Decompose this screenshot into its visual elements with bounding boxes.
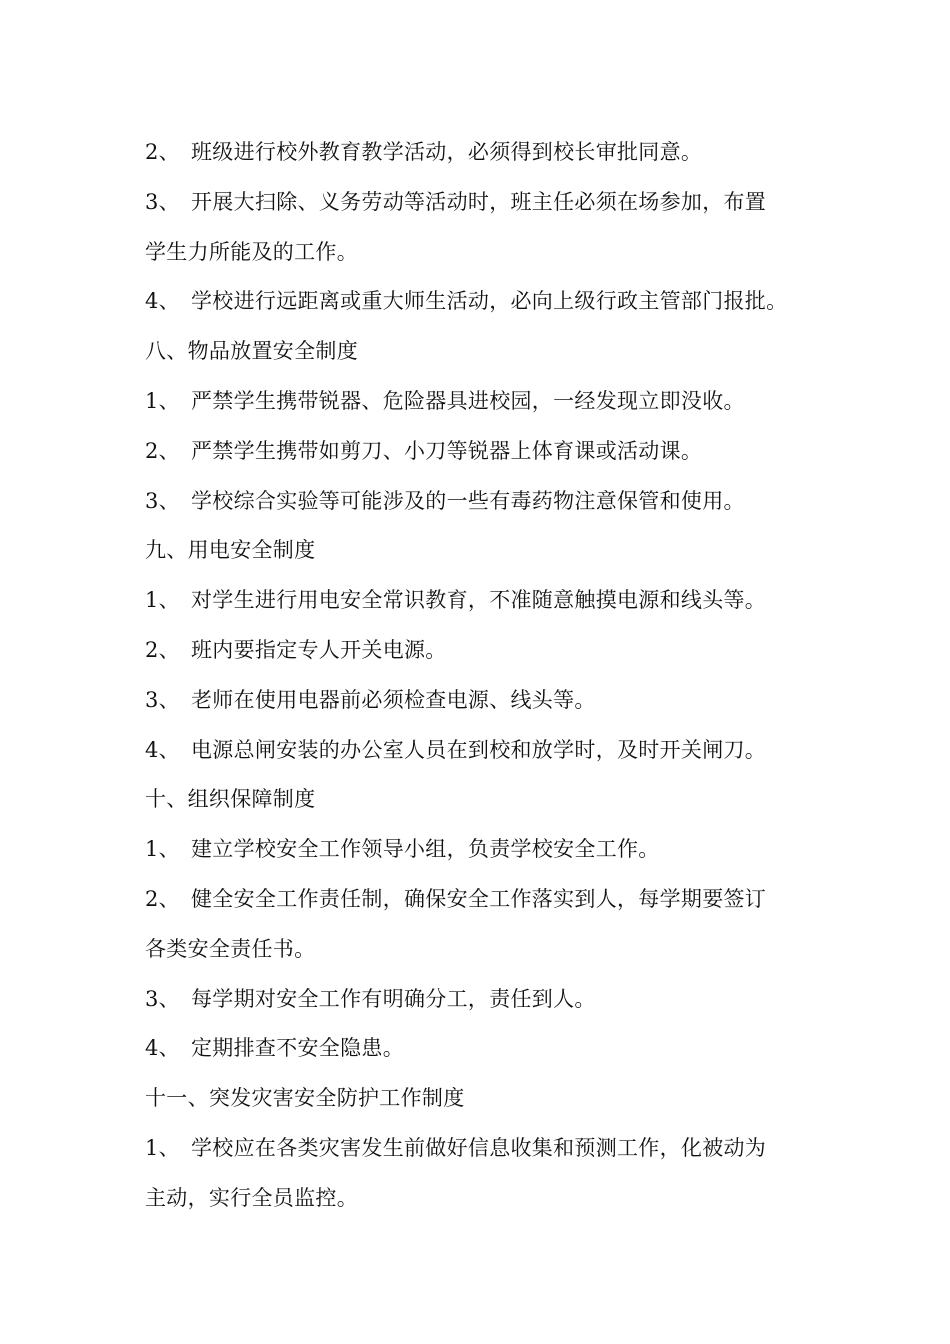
item-text: 开展大扫除、义务劳动等活动时，班主任必须在场参加，布置 <box>191 189 767 214</box>
item-text: 主动，实行全员监控。 <box>145 1185 358 1210</box>
list-item <box>145 1034 825 1062</box>
item-text: 每学期对安全工作有明确分工，责任到人。 <box>191 986 596 1011</box>
item-text: 健全安全工作责任制，确保安全工作落实到人，每学期要签订 <box>191 887 767 911</box>
item-text: 学校应在各类灾害发生前做好信息收集和预测工作，化被动为 <box>191 1136 767 1160</box>
item-number: 4、 <box>145 737 180 762</box>
list-item <box>145 686 825 714</box>
list-item <box>145 636 825 664</box>
list-item-continuation <box>145 238 825 266</box>
item-number: 3、 <box>145 488 180 513</box>
item-number: 2、 <box>145 140 180 164</box>
item-text: 学生力所能及的工作。 <box>145 239 358 264</box>
item-text: 严禁学生携带锐器、危险器具进校园，一经发现立即没收。 <box>191 389 745 413</box>
item-number: 3、 <box>145 189 180 214</box>
item-text: 班内要指定专人开关电源。 <box>191 638 447 662</box>
list-item <box>145 835 825 863</box>
list-item <box>145 1134 825 1162</box>
list-item <box>145 188 825 216</box>
item-text: 定期排查不安全隐患。 <box>191 1036 404 1061</box>
item-number: 2、 <box>145 438 180 463</box>
section-heading: 十、组织保障制度 <box>145 787 316 812</box>
item-text: 各类安全责任书。 <box>145 936 316 961</box>
item-text: 班级进行校外教育教学活动，必须得到校长审批同意。 <box>191 140 703 164</box>
list-item <box>145 586 825 614</box>
item-text: 学校综合实验等可能涉及的一些有毒药物注意保管和使用。 <box>191 488 745 513</box>
item-text: 建立学校安全工作领导小组，负责学校安全工作。 <box>191 837 660 862</box>
item-number: 2、 <box>145 638 180 662</box>
item-number: 4、 <box>145 289 180 314</box>
list-item <box>145 387 825 415</box>
item-number: 3、 <box>145 986 180 1011</box>
item-number: 1、 <box>145 1136 180 1160</box>
item-number: 3、 <box>145 687 180 712</box>
item-text: 电源总闸安装的办公室人员在到校和放学时，及时开关闸刀。 <box>191 737 767 762</box>
item-text: 学校进行远距离或重大师生活动，必向上级行政主管部门报批。 <box>191 289 788 314</box>
list-item <box>145 736 825 764</box>
list-item-continuation <box>145 935 825 963</box>
list-item <box>145 985 825 1013</box>
list-item <box>145 437 825 465</box>
section-heading: 十一、突发灾害安全防护工作制度 <box>145 1086 465 1111</box>
item-number: 1、 <box>145 837 180 862</box>
item-number: 2、 <box>145 887 180 911</box>
section-heading: 八、物品放置安全制度 <box>145 339 358 364</box>
item-number: 4、 <box>145 1036 180 1061</box>
item-number: 1、 <box>145 389 180 413</box>
list-item <box>145 138 825 166</box>
item-text: 老师在使用电器前必须检查电源、线头等。 <box>191 687 596 712</box>
item-number: 1、 <box>145 588 180 613</box>
list-item <box>145 287 825 315</box>
list-item-continuation <box>145 1184 825 1212</box>
list-item <box>145 885 825 913</box>
item-text: 对学生进行用电安全常识教育，不准随意触摸电源和线头等。 <box>191 588 767 613</box>
section-heading: 九、用电安全制度 <box>145 538 316 563</box>
list-item <box>145 487 825 515</box>
item-text: 严禁学生携带如剪刀、小刀等锐器上体育课或活动课。 <box>191 438 703 463</box>
